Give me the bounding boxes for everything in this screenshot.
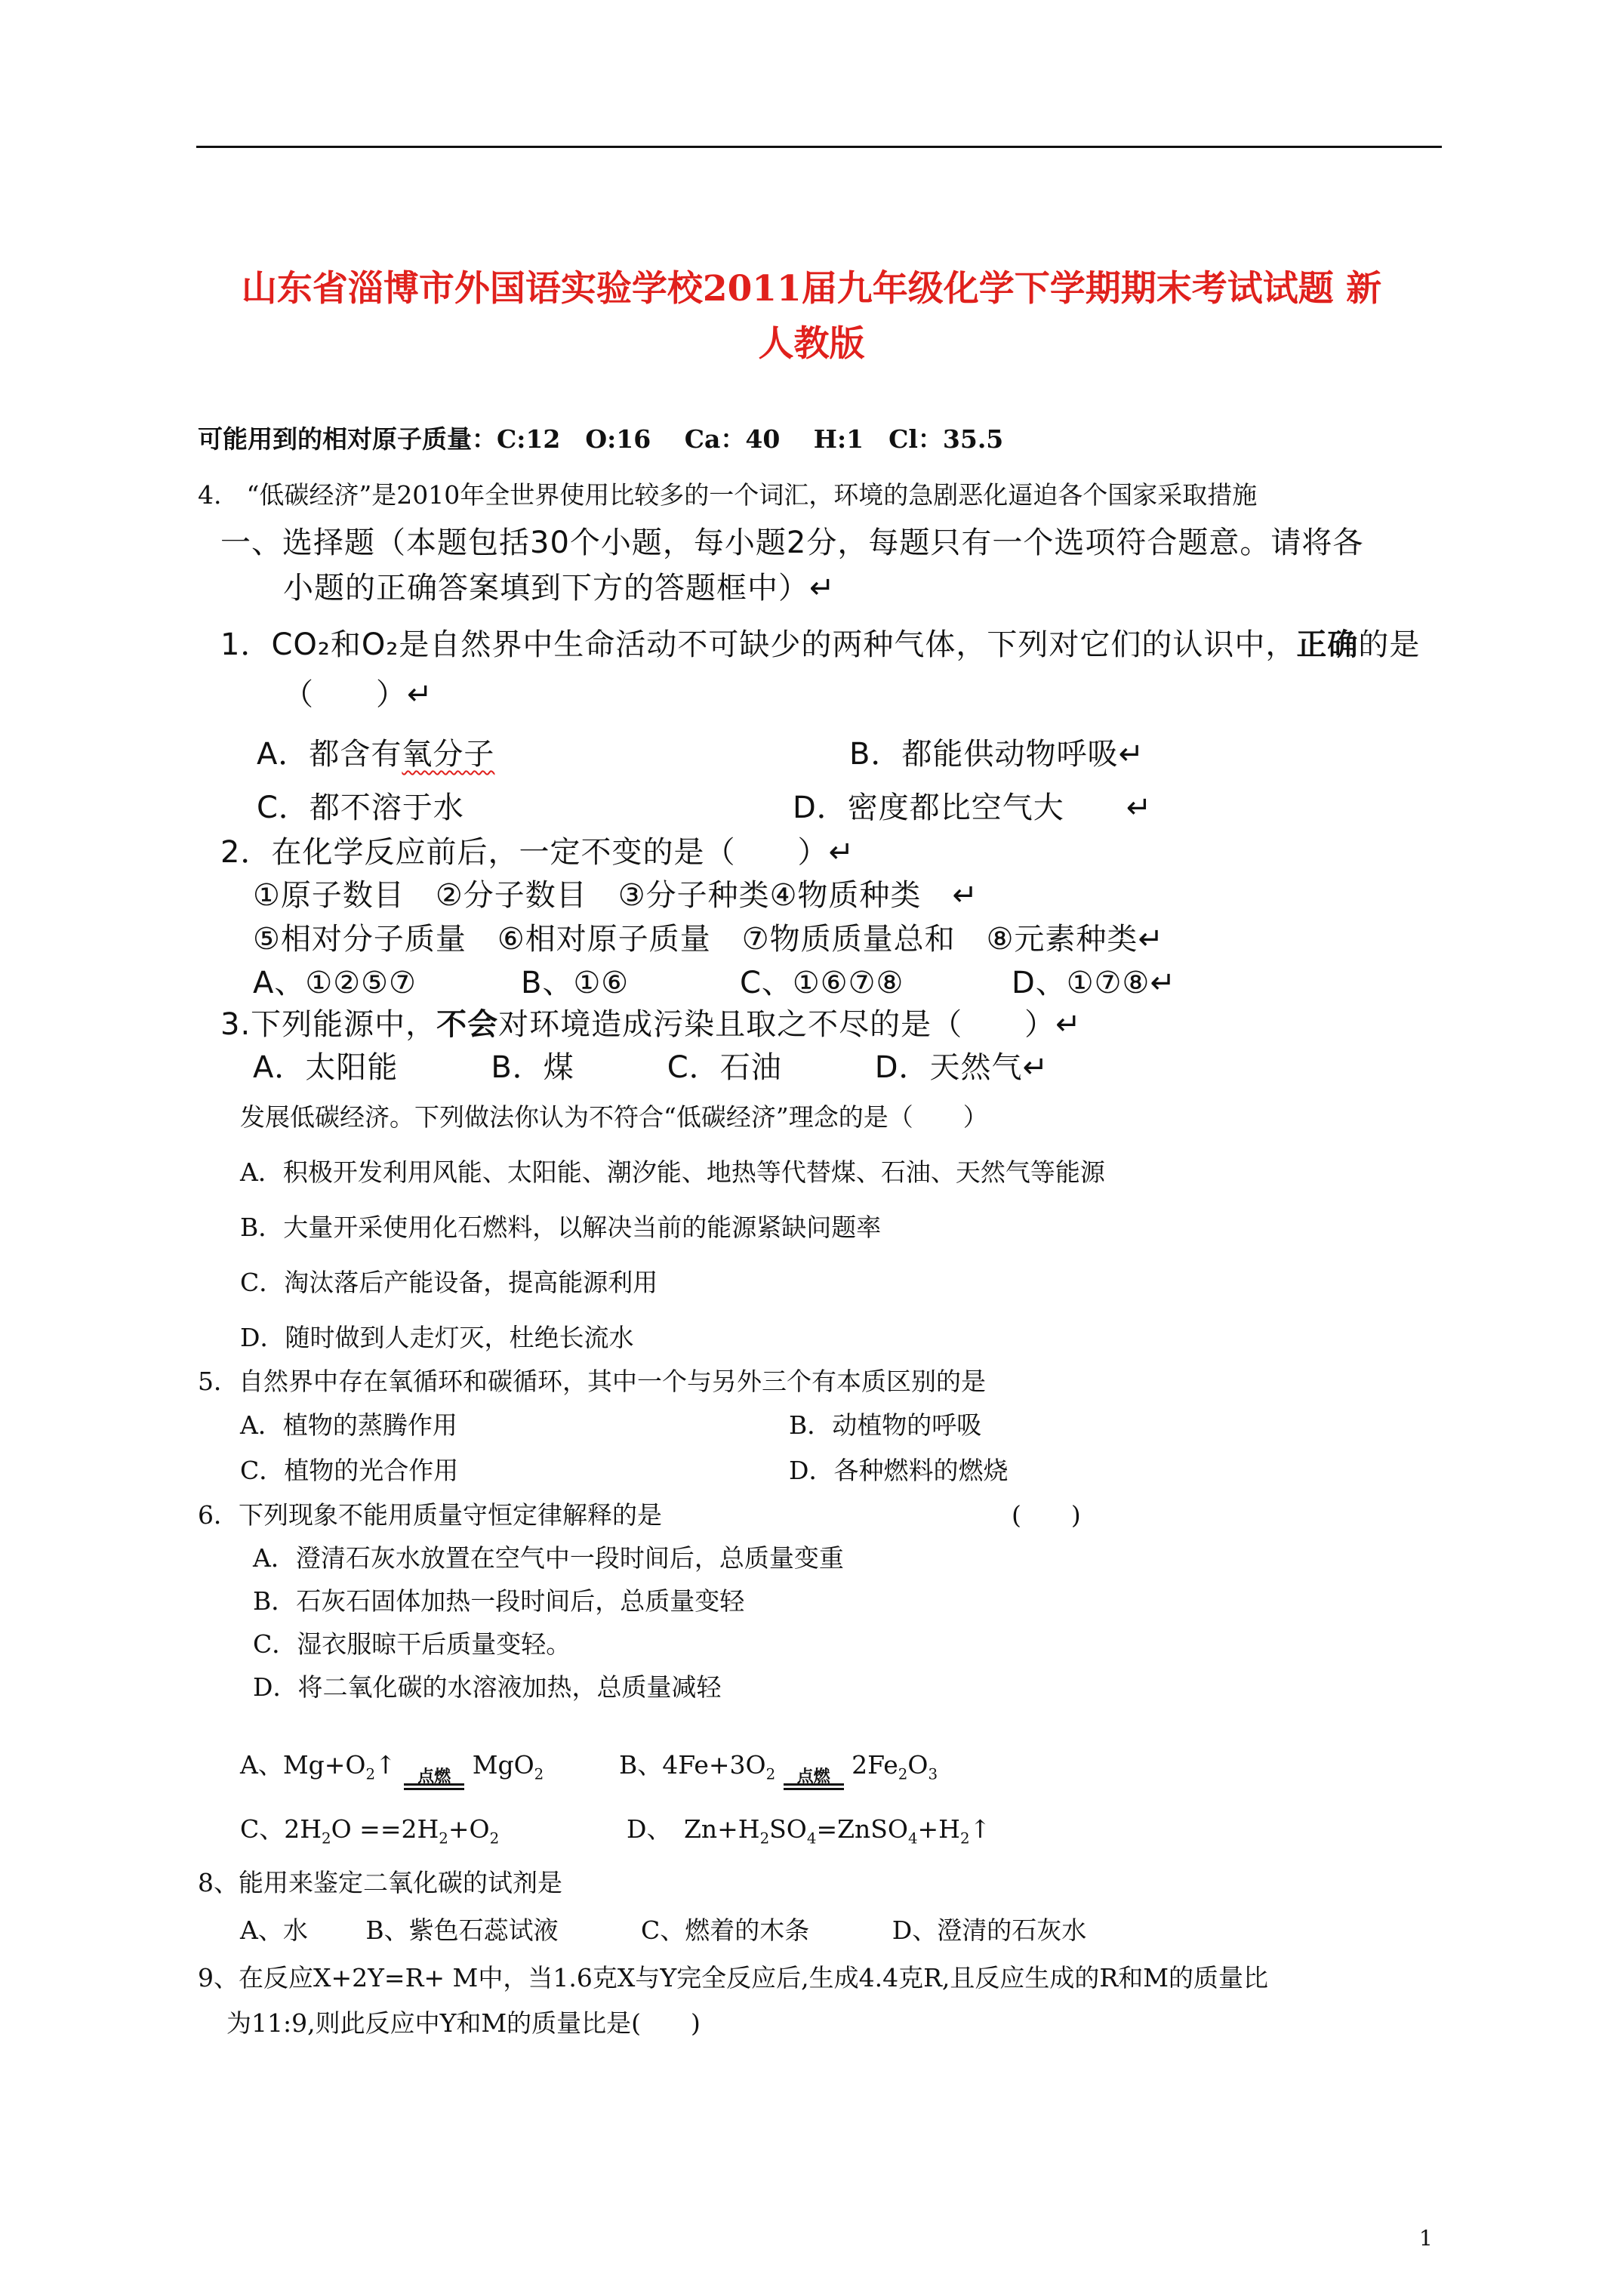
page-number: 1	[1419, 2226, 1433, 2251]
q6-option-c: C．湿衣服晾干后质量变轻。	[253, 1629, 571, 1659]
section-heading-cont: 小题的正确答案填到下方的答题框中）↵	[283, 571, 836, 606]
q1-option-c: C．都不溶于水	[257, 791, 464, 825]
q5-option-b: B．动植物的呼吸	[789, 1410, 982, 1440]
q4-option-a: A．积极开发利用风能、太阳能、潮汐能、地热等代替煤、石油、天然气等能源	[240, 1157, 1105, 1187]
q7-option-a: A、$Mg+O_2↑$ 点燃 MgO$_2$	[240, 1750, 544, 1790]
header-rule	[196, 146, 1442, 148]
q4-stem-cont: 发展低碳经济。下列做法你认为不符合“低碳经济”理念的是（ ）	[240, 1102, 988, 1132]
q1-stem: 1．CO₂和O₂是自然界中生命活动不可缺少的两种气体，下列对它们的认识中，正确的是	[220, 627, 1421, 662]
q6-option-d: D．将二氧化碳的水溶液加热，总质量减轻	[253, 1672, 722, 1702]
q5-option-d: D．各种燃料的燃烧	[789, 1456, 1009, 1485]
q4-option-c: C．淘汰落后产能设备，提高能源利用	[240, 1268, 658, 1297]
q5-stem: 5．自然界中存在氧循环和碳循环，其中一个与另外三个有本质区别的是	[198, 1367, 986, 1396]
atomic-mass-line: 可能用到的相对原子质量：C:12 O:16 Ca：40 H:1 Cl：35.5	[198, 424, 1004, 454]
q5-option-c: C．植物的光合作用	[240, 1456, 459, 1485]
reaction-condition: 点燃	[404, 1779, 464, 1790]
q7-option-d: D、 $Zn+H_2SO_4=ZnSO_4+H_2↑$	[627, 1814, 991, 1848]
q9-stem-cont: 为11:9,则此反应中Y和M的质量比是( )	[226, 2008, 701, 2038]
q8-options: A、水 B、紫色石蕊试液 C、燃着的木条 D、澄清的石灰水	[240, 1915, 1087, 1945]
q3-options: A．太阳能 B．煤 C．石油 D．天然气↵	[253, 1050, 1049, 1085]
q6-blank: ( )	[1012, 1500, 1081, 1530]
section-heading: 一、选择题（本题包括30个小题，每小题2分，每题只有一个选项符合题意。请将各	[220, 525, 1364, 560]
q7-option-c: C、$2H_2O ==2H_2+O_2$	[240, 1814, 500, 1848]
q8-stem: 8、能用来鉴定二氧化碳的试剂是	[198, 1868, 562, 1897]
q4-stem: 4. “低碳经济”是2010年全世界使用比较多的一个词汇，环境的急剧恶化逼迫各个国家采取措施	[198, 480, 1258, 510]
page-title-cont: 人教版	[758, 323, 865, 365]
q2-items-1: ①原子数目 ②分子数目 ③分子种类④物质种类 ↵	[253, 878, 978, 913]
q2-option-c: C、①⑥⑦⑧	[740, 966, 904, 1000]
q2-stem: 2．在化学反应前后，一定不变的是（ ）↵	[220, 835, 855, 870]
q6-stem: 6．下列现象不能用质量守恒定律解释的是	[198, 1500, 662, 1530]
page-title: 山东省淄博市外国语实验学校2011届九年级化学下学期期末考试试题 新	[241, 268, 1382, 310]
q1-blank: （ ）↵	[283, 677, 433, 712]
q2-option-a: A、①②⑤⑦	[253, 966, 417, 1000]
q4-option-d: D．随时做到人走灯灭，杜绝长流水	[240, 1323, 634, 1352]
q1-option-a: A．都含有氧分子	[257, 737, 495, 772]
q7-option-b: B、$4Fe+3O_2$ 点燃 $2Fe_2O_3$	[619, 1750, 938, 1790]
q1-option-b: B．都能供动物呼吸↵	[849, 737, 1144, 772]
q2-option-b: B、①⑥	[521, 966, 630, 1000]
q3-stem: 3.下列能源中，不会对环境造成污染且取之不尽的是（ ）↵	[220, 1007, 1082, 1042]
q4-option-b: B．大量开采使用化石燃料，以解决当前的能源紧缺问题率	[240, 1213, 882, 1242]
q6-option-b: B．石灰石固体加热一段时间后，总质量变轻	[253, 1586, 745, 1616]
q5-option-a: A．植物的蒸腾作用	[240, 1410, 457, 1440]
reaction-condition: 点燃	[784, 1779, 844, 1790]
q2-items-2: ⑤相对分子质量 ⑥相对原子质量 ⑦物质质量总和 ⑧元素种类↵	[253, 922, 1164, 957]
q6-option-a: A．澄清石灰水放置在空气中一段时间后，总质量变重	[253, 1543, 844, 1573]
q2-option-d: D、①⑦⑧↵	[1012, 966, 1176, 1000]
q9-stem: 9、在反应X+2Y=R+ M中，当1.6克X与Y完全反应后,生成4.4克R,且反应生成的R和M的质量比	[198, 1963, 1269, 1992]
q1-option-d: D．密度都比空气大 ↵	[793, 791, 1153, 825]
